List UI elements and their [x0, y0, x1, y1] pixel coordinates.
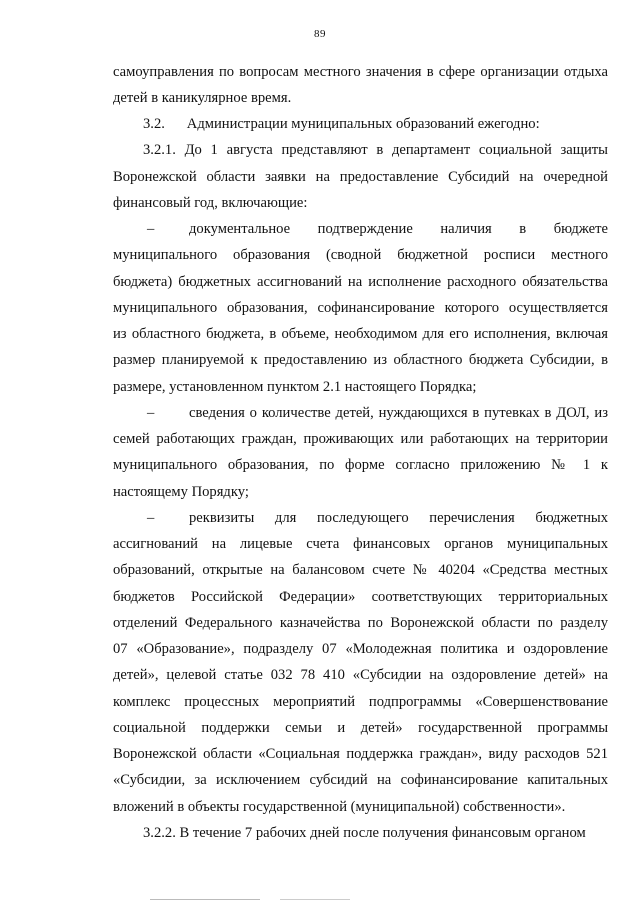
text-line: комплекс процессных мероприятий подпрограммы «Совершенствование — [113, 694, 608, 710]
list-item-text: документальное подтверждение наличия в бюджете — [189, 221, 608, 237]
list-item — [113, 509, 608, 527]
subsection-heading: 3.2.1. До 1 августа представляют в департамент социальной защиты — [143, 142, 608, 158]
text-line: ассигнований на лицевые счета финансовых органов муниципальных — [113, 536, 608, 552]
text-line: из областного бюджета, в объеме, необходимом для его исполнения, включая — [113, 326, 608, 342]
text-line: размер планируемой к предоставлению из областного бюджета Субсидии, в — [113, 352, 608, 368]
text-line: семей работающих граждан, проживающих или работающих на территории — [113, 431, 608, 447]
text-line: социальной поддержки семьи и детей» государственной программы — [113, 720, 608, 736]
text-line: муниципального образования, по форме согласно приложению № 1 к — [113, 457, 608, 473]
section-heading: 3.2. Администрации муниципальных образований ежегодно: — [143, 116, 540, 132]
text-line: детей в каникулярное время. — [113, 90, 292, 106]
text-line: «Субсидии, за исключением субсидий на софинансирование капитальных — [113, 772, 608, 788]
page-number: 89 — [314, 28, 326, 40]
dash-bullet: – — [147, 221, 155, 237]
scan-artifact-line — [150, 899, 260, 900]
dash-bullet: – — [147, 405, 155, 421]
text-line: Воронежской области «Социальная поддержка граждан», виду расходов 521 — [113, 746, 608, 762]
list-item — [113, 404, 608, 422]
list-item-text: реквизиты для последующего перечисления бюджетных — [189, 510, 608, 526]
subsection-heading: 3.2.2. В течение 7 рабочих дней после получения финансовым органом — [143, 825, 586, 841]
text-line: вложений в объекты государственной (муниципальной) собственности». — [113, 799, 566, 815]
list-item — [113, 220, 608, 238]
text-line: самоуправления по вопросам местного значения в сфере организации отдыха — [113, 64, 608, 80]
text-line: финансовый год, включающие: — [113, 195, 308, 211]
text-line: образований, открытые на балансовом счете № 40204 «Средства местных — [113, 562, 608, 578]
scan-artifact-line — [280, 899, 350, 900]
text-line: детей», целевой статье 032 78 410 «Субсидии на оздоровление детей» на — [113, 667, 608, 683]
list-item-text: сведения о количестве детей, нуждающихся в путевках в ДОЛ, из — [189, 405, 608, 421]
text-line: муниципального образования, софинансирование которого осуществляется — [113, 300, 608, 316]
text-line: размере, установленном пунктом 2.1 настоящего Порядка; — [113, 379, 477, 395]
text-line: бюджета) бюджетных ассигнований на исполнение расходного обязательства — [113, 274, 608, 290]
text-line: 07 «Образование», подразделу 07 «Молодежная политика и оздоровление — [113, 641, 608, 657]
text-line: настоящему Порядку; — [113, 484, 249, 500]
text-line: Воронежской области заявки на предоставление Субсидий на очередной — [113, 169, 608, 185]
text-line: отделений Федерального казначейства по Воронежской области по разделу — [113, 615, 608, 631]
text-line: бюджетов Российской Федерации» соответствующих территориальных — [113, 589, 608, 605]
text-line: муниципального образования (сводной бюджетной росписи местного — [113, 247, 608, 263]
dash-bullet: – — [147, 510, 155, 526]
